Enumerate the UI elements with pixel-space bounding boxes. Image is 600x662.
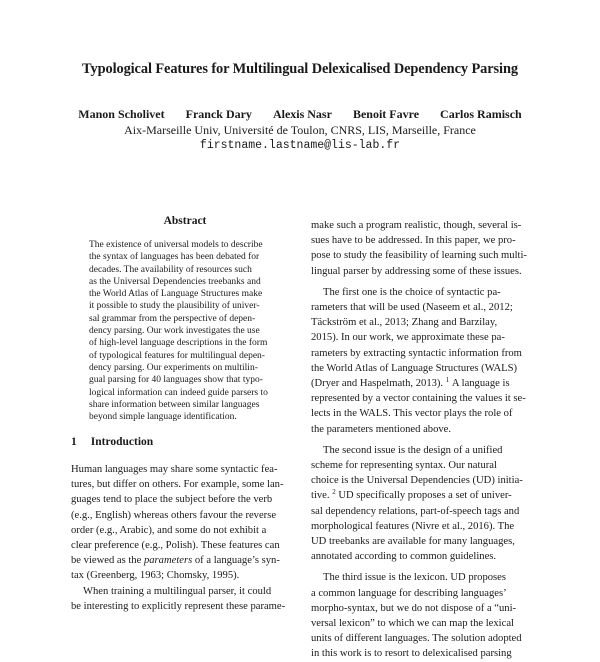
text-line: The third issue is the lexicon. UD proposes	[323, 572, 507, 584]
text-line: choice is the Universal Dependencies (UD) initia-	[311, 475, 523, 487]
section-title: Introduction	[90, 436, 154, 448]
footnote-marker[interactable]: 1	[445, 376, 450, 385]
author: Franck Dary	[185, 107, 252, 121]
abstract-heading: Abstract	[163, 215, 207, 227]
text-line: make such a program realistic, though, several is-	[311, 220, 522, 231]
text-line: morpho-syntax, but we do not dispose of a “uni-	[311, 602, 517, 614]
text-line: 2015). In our work, we approximate these pa-	[311, 332, 505, 344]
author-list	[0, 107, 600, 122]
affiliation: Aix-Marseille Univ, Université de Toulon, CNRS, LIS, Marseille, France	[124, 123, 476, 137]
abstract-line: the World Atlas of Language Structures make	[89, 289, 263, 300]
text-line	[311, 488, 533, 503]
abstract-line: of high-level language descriptions in the form	[89, 338, 268, 349]
text-span: A language is	[451, 378, 510, 390]
text-line: Täckström et al., 2013; Zhang and Barzilay,	[311, 317, 498, 329]
text-line: the parameters mentioned above.	[311, 423, 452, 435]
abstract-line: it possible to study the plausibility of univer-	[89, 301, 260, 312]
text-line: versal lexicon” to which we can map the lexical	[311, 618, 514, 630]
text-line: a common language for describing languages’	[311, 587, 507, 599]
text-line: The first one is the choice of syntactic pa-	[323, 286, 501, 298]
abstract-body	[89, 239, 282, 423]
text-line: sues have to be addressed. In this paper, we pro-	[311, 235, 516, 247]
text-line: lects in the WALS. This vector plays the role of	[311, 408, 513, 420]
abstract-line: dency parsing. Our work investigates the use	[89, 326, 260, 337]
text-line: order (e.g., Arabic), and some do not exhibit a	[71, 524, 267, 536]
abstract-line: share information between similar languages	[89, 399, 260, 410]
text-span: (Dryer and Haspelmath, 2013).	[311, 378, 444, 390]
abstract-line: of typological features for multilingual depen-	[89, 350, 265, 361]
abstract-line: The existence of universal models to describe	[89, 240, 263, 250]
text-span: tive.	[311, 490, 330, 502]
text-line: guages tend to place the subject before the verb	[71, 494, 273, 506]
abstract-line: as the Universal Dependencies treebanks and	[89, 276, 261, 287]
text-line: tax (Greenberg, 1963; Chomsky, 1995).	[71, 570, 240, 582]
text-line: tures, but differ on others. For example, some lan-	[71, 479, 284, 491]
text-line: rameters by extracting syntactic information from	[311, 347, 522, 359]
text-line: annotated according to common guidelines.	[311, 551, 497, 563]
abstract-line: beyond simple language identification.	[89, 412, 237, 423]
author: Benoit Favre	[352, 107, 420, 121]
text-line: be interesting to explicitly represent these parame-	[71, 600, 286, 612]
right-column-body	[311, 218, 533, 662]
text-line: Human languages may share some syntactic fea-	[71, 464, 278, 475]
abstract-line: decades. The availability of resources such	[89, 264, 252, 275]
abstract-line: sal grammar from the perspective of depen-	[89, 313, 256, 324]
abstract-line: dency parsing. Our experiments on multilin-	[89, 362, 258, 373]
text-line: lingual parser by addressing some of these issues.	[311, 265, 522, 277]
text-line: in this work is to resort to delexicalised parsing	[311, 648, 512, 660]
text-line: rameters that will be used (Naseem et al., 2012;	[311, 302, 513, 314]
text-span: be viewed as the	[71, 555, 144, 567]
text-line: The second issue is the design of a unified	[323, 444, 503, 456]
text-line: When training a multilingual parser, it could	[83, 585, 272, 597]
introduction-body	[71, 462, 296, 614]
text-line: clear preference (e.g., Polish). These features can	[71, 540, 280, 552]
footnote-marker[interactable]: 2	[332, 488, 336, 497]
author: Manon Scholivet	[78, 107, 165, 121]
text-line: UD treebanks are available for many languages,	[311, 536, 515, 548]
email: firstname.lastname@lis-lab.fr	[199, 139, 401, 152]
author: Carlos Ramisch	[440, 107, 522, 121]
abstract-line: the syntax of languages has been debated for	[89, 252, 260, 263]
section-number: 1	[71, 436, 77, 448]
paper-title: Typological Features for Multilingual Delexicalised Dependency Parsing	[82, 61, 518, 77]
author: Alexis Nasr	[272, 107, 332, 121]
text-line: morphological features (Nivre et al., 2016). The	[311, 520, 515, 532]
text-line: the World Atlas of Language Structures (WALS)	[311, 362, 518, 374]
abstract-line: gual parsing for 40 languages show that typo-	[89, 375, 263, 386]
emphasis-term: parameters	[143, 555, 193, 567]
text-span: of a language’s syn-	[192, 555, 280, 567]
text-line: pose to study the feasibility of learning such multi-	[311, 250, 527, 262]
text-line: sal dependency relations, part-of-speech tags and	[311, 505, 520, 517]
abstract-line: logical information can indeed guide parsers to	[89, 387, 268, 398]
text-line: scheme for representing syntax. Our natural	[311, 460, 497, 472]
section-heading-introduction	[71, 436, 153, 448]
text-span: UD specifically proposes a set of univer-	[338, 490, 512, 502]
text-line: represented by a vector containing the values it se-	[311, 393, 526, 405]
text-line: (e.g., English) whereas others favour the reverse	[71, 509, 277, 521]
text-line: units of different languages. The solution adopted	[311, 633, 522, 645]
text-line	[311, 376, 533, 391]
text-line	[71, 553, 296, 568]
